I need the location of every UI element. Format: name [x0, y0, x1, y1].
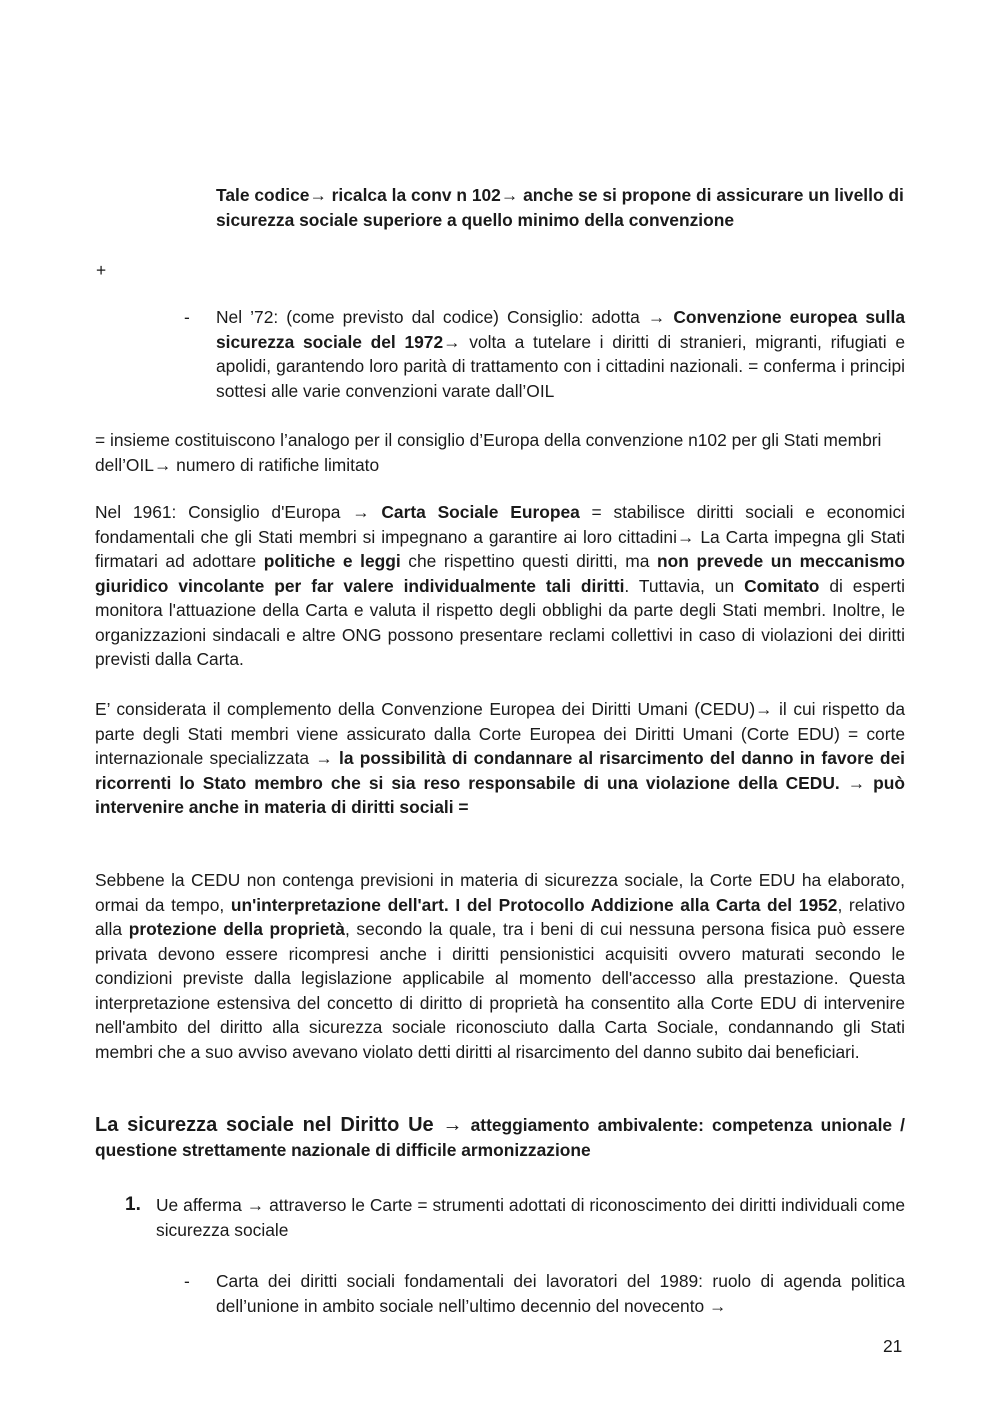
- paragraph-carta-1989: [216, 1269, 905, 1318]
- p6-run-3: protezione della proprietà: [128, 919, 345, 939]
- paragraph-convention-1972: [216, 305, 905, 403]
- p4-run-8: di esperti monitora l'attuazione della Carta e valuta il rispetto degli obblighi da parte degli Stati membri. Inoltre, le organizzazioni sindacali e altre ONG possono presentare reclami collettivi in caso di violazioni dei diritti previsti dalla Carta.: [95, 575, 905, 669]
- p6-run-1: un'interpretazione dell'art. I del Protocollo Addizione alla Carta del 1952: [230, 894, 838, 915]
- p6-run-4: , secondo la quale, tra i beni di cui nessuna persona fisica può essere privata devono essere ricompresi anche i diritti pensionistici acquisiti ovvero maturati secondo le condizioni previste dalla legislazione applicabile al momento dell'accesso alla prestazione. Questa interpretazione estensiva del concetto di diritto di proprietà ha consentito alla Corte EDU di intervenire nell'ambito del diritto alla sicurezza sociale riconosciuto dalla Carta Sociale, condannando gli Stati membri che a suo avviso avevano violato detti diritti al risarcimento del danno subito dai beneficiari.: [95, 919, 906, 1062]
- paragraph-cedu: [95, 697, 905, 820]
- list-number: 1.: [125, 1194, 141, 1215]
- p7-run-0: Carta dei diritti sociali fondamentali dei lavoratori del 1989: ruolo di agenda politica dell’unione in ambito sociale nell’ultimo decennio del novecento →: [216, 1271, 905, 1316]
- section-heading: [95, 1113, 905, 1162]
- list-item-text: Ue afferma → attraverso le Carte = strumenti adottati di riconoscimento dei diritti individuali come sicurezza sociale: [156, 1195, 905, 1240]
- heading-rest: atteggiamento ambivalente: competenza unionale / questione strettamente nazionale di difficile armonizzazione: [95, 1115, 906, 1160]
- bullet-dash: -: [184, 307, 190, 327]
- p4-run-6: . Tuttavia, un: [624, 575, 745, 596]
- bullet-dash-2: -: [184, 1271, 190, 1291]
- heading-main: La sicurezza sociale nel Diritto Ue →: [95, 1114, 463, 1136]
- page-number: 21: [883, 1336, 903, 1356]
- p4-run-4: che rispettino questi diritti, ma: [400, 551, 657, 571]
- p2-run-0: Nel ’72: (come previsto dal codice) Consiglio: adotta →: [216, 307, 674, 327]
- p1-run-2: → anche se si propone di assicurare un livello di sicurezza sociale superiore a quello minimo della convenzione: [216, 185, 904, 230]
- p5-run-0: E’ considerata il complemento della Convenzione Europea dei Diritti Umani (CEDU)→ il cui rispetto da parte degli Stati membri viene assicurato dalla Corte Europea dei Diritti Umani (Corte EDU) = corte internazionale specializzata →: [95, 699, 905, 768]
- p6-run-0: Sebbene la CEDU non contenga previsioni in materia di sicurezza sociale, la Corte EDU ha elaborato, ormai da tempo,: [95, 870, 905, 915]
- plus-sign: +: [96, 260, 107, 280]
- p4-run-5: non prevede un meccanismo giuridico vincolante per far valere individualmente tali diritti: [95, 551, 905, 596]
- p5-run-1: la possibilità di condannare al risarcimento del danno in favore dei ricorrenti lo Stato membro che si sia reso responsabile di una violazione della CEDU. → può intervenire anche in materia di diritti sociali =: [95, 748, 905, 817]
- p4-run-2: = stabilisce diritti sociali e economici fondamentali che gli Stati membri si impegnano a garantire ai loro cittadini→ La Carta impegna gli Stati firmatari ad adottare: [95, 502, 905, 571]
- p3-run-0: = insieme costituiscono l’analogo per il consiglio d’Europa della convenzione n102 per gli Stati membri dell’OIL→ numero di ratifiche limitato: [95, 430, 882, 475]
- paragraph-social-charter: [95, 500, 905, 672]
- paragraph-oil-analog: [95, 428, 905, 477]
- p2-run-1: Convenzione europea sulla sicurezza sociale del 1972: [216, 307, 905, 352]
- p4-run-1: Carta Sociale Europea: [381, 502, 580, 522]
- p1-run-1: → ricalca la conv n 102: [309, 185, 501, 205]
- paragraph-corte-edu: [95, 868, 905, 1064]
- p4-run-3: politiche e leggi: [263, 551, 401, 571]
- p2-run-2: → volta a tutelare i diritti di stranieri, migranti, rifugiati e apolidi, garantendo loro parità di trattamento con i cittadini nazionali. = conferma i principi sottesi alle varie convenzioni varate dall’OIL: [216, 331, 905, 401]
- paragraph-code-note: [216, 183, 905, 232]
- p4-run-7: Comitato: [744, 575, 820, 596]
- p4-run-0: Nel 1961: Consiglio d'Europa →: [95, 502, 382, 522]
- p6-run-2: , relativo alla: [95, 894, 905, 939]
- p1-run-0: Tale codice: [216, 185, 310, 205]
